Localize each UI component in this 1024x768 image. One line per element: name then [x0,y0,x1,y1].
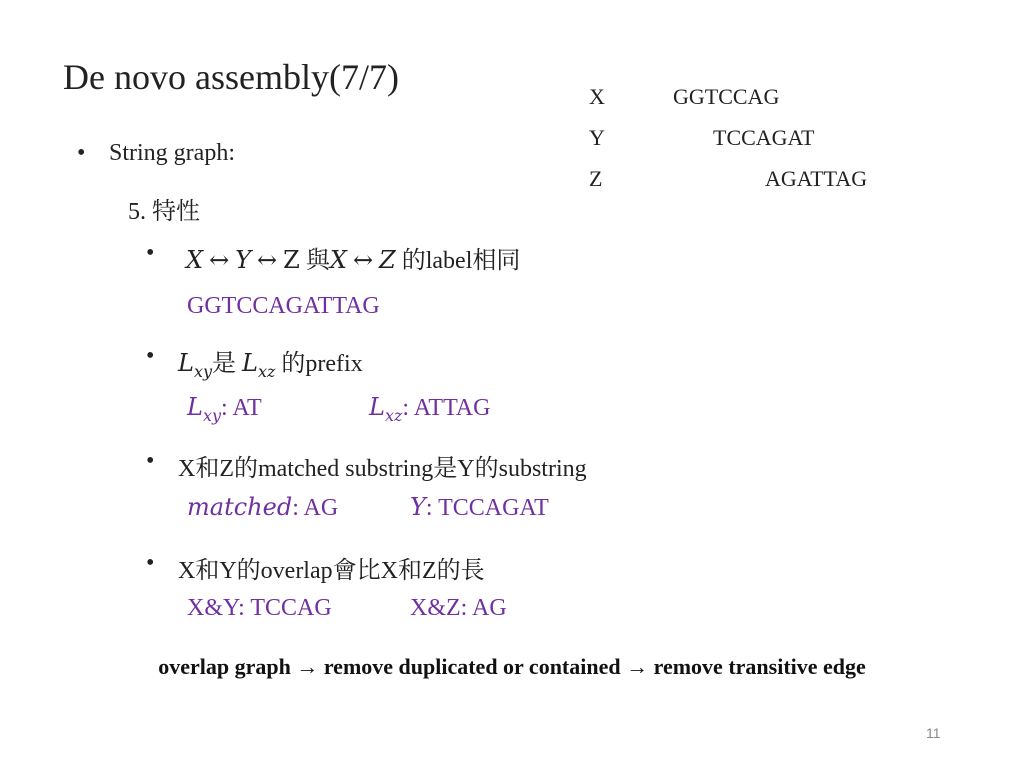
bullet-prefix: $L_{xy}$是 $L_{xz}$ 的prefix [178,349,363,381]
seq-label-x: X [589,84,605,109]
bullet-dot: • [146,448,155,474]
bullet-matched-substring: X和Z的matched substring是Y的substring [178,456,587,482]
seq-x: GGTCCAG [673,84,780,109]
matched-value: matched: AG [187,493,339,521]
bullet-dot: • [77,140,86,166]
seq-label-y: Y [589,125,605,150]
xy-overlap: X&Y: TCCAG [187,595,332,621]
xz-overlap: X&Z: AG [410,595,507,621]
bullet-overlap-compare: X和Y的overlap會比X和Z的長 [178,558,485,584]
bullet-dot: • [146,550,155,576]
bullet-dot: • [146,343,155,369]
section-heading: 5. 特性 [128,199,200,225]
bullet-dot: • [146,240,155,266]
merged-sequence: GGTCCAGATTAG [187,293,380,319]
string-graph-heading: String graph: [109,140,235,166]
seq-z: AGATTAG [765,166,868,191]
lxy-value: $L_{xy}$: AT [187,393,262,425]
slide-title: De novo assembly(7/7) [63,57,399,97]
y-value: Y: TCCAGAT [410,493,549,521]
pipeline-summary: overlap graph → remove duplicated or contained → remove transitive edge [158,654,866,679]
bullet-label-equivalence: X ↔ Y ↔ Z 與X ↔ Z 的label相同 [186,246,521,274]
seq-label-z: Z [589,166,603,191]
lxz-value: $L_{xz}$: ATTAG [369,393,491,425]
seq-y: TCCAGAT [713,125,815,150]
page-number: 11 [926,725,941,741]
